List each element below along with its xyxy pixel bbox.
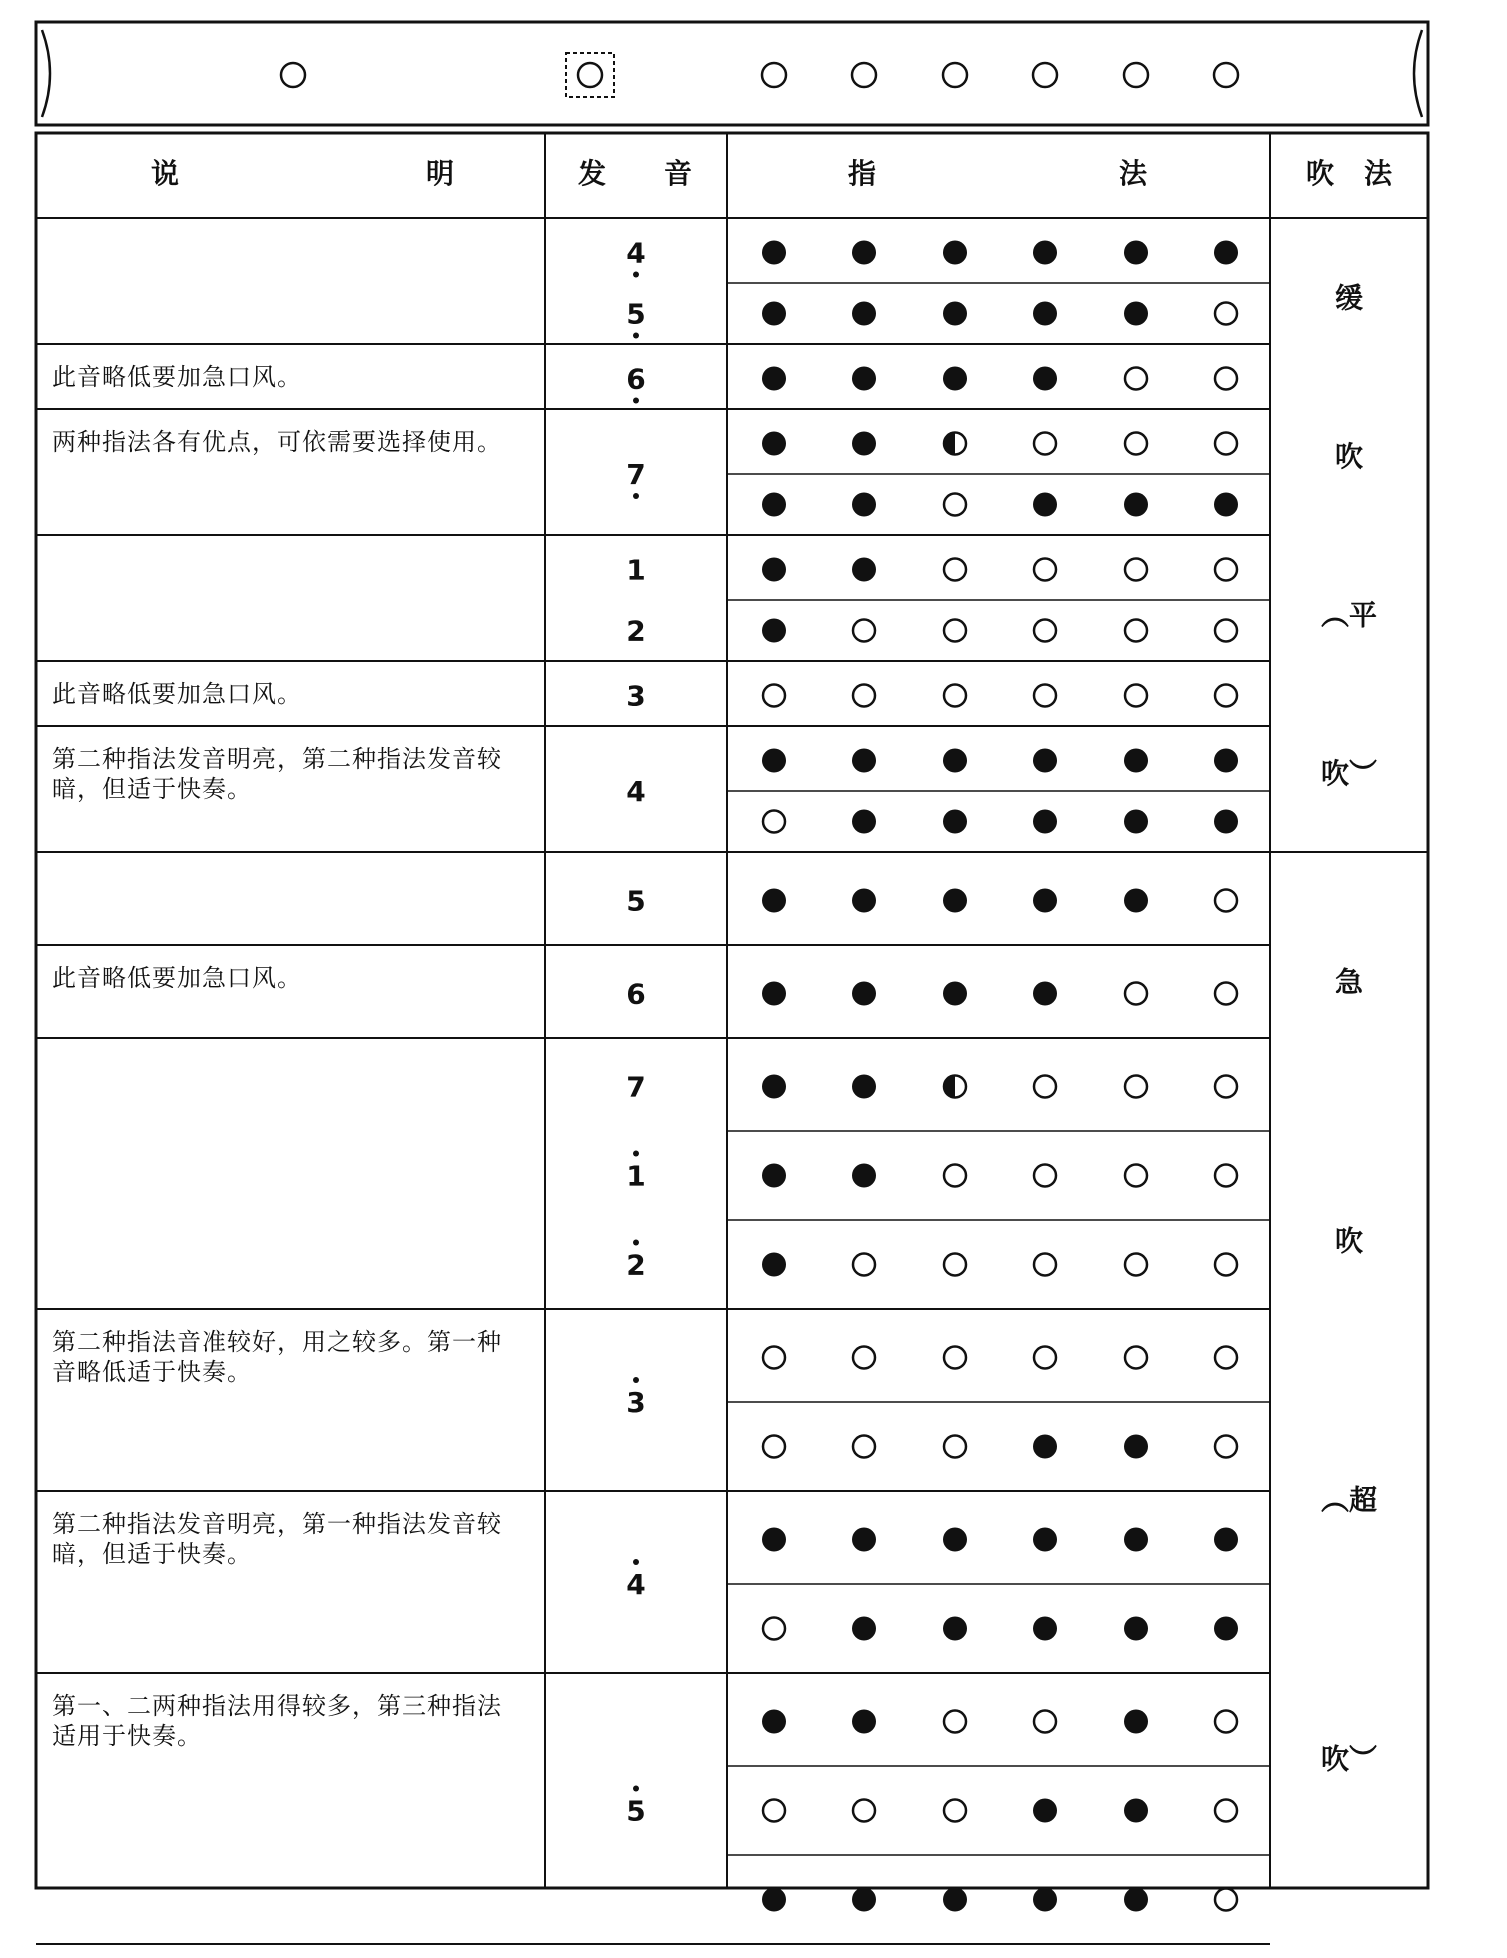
fingering-closed-hole [1214, 810, 1238, 834]
fingering-closed-hole [1033, 1799, 1057, 1823]
fingering-closed-hole [1033, 810, 1057, 834]
fingering-closed-hole [762, 982, 786, 1006]
fingering-closed-hole [852, 1617, 876, 1641]
fingering-open-hole [763, 1618, 785, 1640]
fingering-closed-hole [1124, 302, 1148, 326]
octave-dot-below [633, 493, 639, 499]
fingering-open-hole [1034, 1347, 1056, 1369]
fingering-closed-hole [762, 619, 786, 643]
fingering-open-hole [944, 1800, 966, 1822]
octave-dot-above [633, 1559, 639, 1565]
fingering-closed-hole [1033, 241, 1057, 265]
fingering-open-hole [1034, 1254, 1056, 1276]
fingering-open-hole [1125, 559, 1147, 581]
flute-left-end [42, 30, 50, 117]
fingering-open-hole [1125, 368, 1147, 390]
fingering-open-hole [1125, 433, 1147, 455]
fingering-closed-hole [1124, 1710, 1148, 1734]
fingering-closed-hole [762, 1253, 786, 1277]
fingering-closed-hole [762, 558, 786, 582]
fingering-open-hole [763, 1436, 785, 1458]
finger-hole [1033, 63, 1057, 87]
fingering-closed-hole [1124, 889, 1148, 913]
fingering-closed-hole [1214, 1528, 1238, 1552]
pitch-label: 5 [626, 884, 646, 918]
pitch-label: 4 [626, 775, 646, 808]
finger-hole [762, 63, 786, 87]
finger-hole [1124, 63, 1148, 87]
fingering-closed-hole [1124, 241, 1148, 265]
fingering-open-hole [1215, 983, 1237, 1005]
fingering-closed-hole [1124, 1888, 1148, 1912]
blowing-label: 吹︶ [1320, 1742, 1378, 1776]
flute-diagram [36, 22, 1428, 125]
fingering-open-hole [853, 1347, 875, 1369]
fingering-open-hole [763, 811, 785, 833]
octave-dot-above [633, 1151, 639, 1157]
fingering-open-hole [853, 1254, 875, 1276]
fingering-open-hole [1215, 1254, 1237, 1276]
pitch-label: 2 [626, 614, 646, 648]
fingering-closed-hole [762, 1888, 786, 1912]
octave-dot-below [633, 272, 639, 278]
header-fingering-1: 指 [847, 157, 877, 190]
fingering-closed-hole [943, 302, 967, 326]
flute-right-end [1414, 30, 1422, 117]
fingering-closed-hole [943, 810, 967, 834]
fingering-open-hole [1215, 559, 1237, 581]
fingering-closed-hole [1214, 749, 1238, 773]
fingering-closed-hole [762, 889, 786, 913]
fingering-closed-hole [1033, 889, 1057, 913]
explanation-note: 此音略低要加急口风。 [52, 964, 302, 992]
pitch-label: 2 [626, 1248, 646, 1282]
fingering-closed-hole [1124, 1435, 1148, 1459]
fingering-open-hole [1034, 433, 1056, 455]
fingering-closed-hole [762, 493, 786, 517]
blowing-label: 吹︶ [1320, 756, 1378, 790]
fingering-open-hole [944, 620, 966, 642]
fingering-closed-hole [762, 1075, 786, 1099]
explanation-note: 第二种指法发音明亮，第二种指法发音较暗，但适于快奏。 [52, 745, 502, 803]
header-blowing-1: 吹 [1305, 157, 1335, 190]
fingering-closed-hole [852, 982, 876, 1006]
fingering-open-hole [944, 494, 966, 516]
fingering-closed-hole [1124, 1528, 1148, 1552]
finger-hole [1214, 63, 1238, 87]
fingering-open-hole [853, 1800, 875, 1822]
fingering-open-hole [1034, 685, 1056, 707]
fingering-closed-hole [852, 302, 876, 326]
pitch-label: 5 [626, 1794, 646, 1828]
fingering-closed-hole [1214, 241, 1238, 265]
pitch-label: 7 [626, 458, 646, 491]
fingering-open-hole [944, 1436, 966, 1458]
pitch-label: 6 [626, 362, 646, 396]
fingering-open-hole [1215, 890, 1237, 912]
fingering-closed-hole [852, 367, 876, 391]
fingering-closed-hole [1124, 1617, 1148, 1641]
fingering-closed-hole [1033, 1617, 1057, 1641]
fingering-open-hole [1215, 1800, 1237, 1822]
fingering-closed-hole [1033, 749, 1057, 773]
octave-dot-below [633, 333, 639, 339]
octave-dot-below [633, 398, 639, 404]
fingering-open-hole [763, 1800, 785, 1822]
fingering-open-hole [1125, 1165, 1147, 1187]
fingering-closed-hole [762, 1528, 786, 1552]
fingering-open-hole [1125, 1254, 1147, 1276]
fingering-closed-hole [1033, 493, 1057, 517]
fingering-open-hole [1215, 303, 1237, 325]
fingering-open-hole [1215, 685, 1237, 707]
fingering-open-hole [1215, 433, 1237, 455]
fingering-closed-hole [852, 1888, 876, 1912]
explanation-note: 两种指法各有优点，可依需要选择使用。 [52, 428, 502, 456]
fingering-closed-hole [852, 889, 876, 913]
fingering-closed-hole [1214, 493, 1238, 517]
fingering-closed-hole [943, 1888, 967, 1912]
fingering-open-hole [1034, 1165, 1056, 1187]
blowing-label: 吹 [1334, 1224, 1364, 1258]
fingering-open-hole [1125, 1076, 1147, 1098]
pitch-label: 3 [626, 1386, 646, 1419]
fingering-open-hole [944, 1347, 966, 1369]
fingering-open-hole [853, 685, 875, 707]
explanation-note: 此音略低要加急口风。 [52, 363, 302, 391]
fingering-open-hole [944, 1165, 966, 1187]
fingering-closed-hole [1124, 1799, 1148, 1823]
octave-dot-above [633, 1377, 639, 1383]
fingering-closed-hole [762, 1164, 786, 1188]
fingering-open-hole [1034, 559, 1056, 581]
header-fingering-2: 法 [1118, 157, 1148, 190]
pitch-label: 4 [626, 236, 646, 270]
pitch-label: 3 [626, 679, 646, 713]
fingering-closed-hole [1033, 1435, 1057, 1459]
fingering-closed-hole [943, 749, 967, 773]
fingering-closed-hole [852, 810, 876, 834]
fingering-closed-hole [852, 1164, 876, 1188]
fingering-closed-hole [852, 558, 876, 582]
fingering-closed-hole [943, 367, 967, 391]
fingering-closed-hole [852, 493, 876, 517]
octave-dot-above [633, 1786, 639, 1792]
fingering-closed-hole [852, 241, 876, 265]
fingering-half-hole [944, 1076, 966, 1098]
fingering-closed-hole [1124, 749, 1148, 773]
blowing-label: ︵超 [1320, 1483, 1378, 1517]
fingering-open-hole [1034, 1711, 1056, 1733]
fingering-closed-hole [1124, 493, 1148, 517]
fingering-closed-hole [1033, 1528, 1057, 1552]
fingering-closed-hole [762, 367, 786, 391]
fingering-open-hole [1215, 1347, 1237, 1369]
fingering-open-hole [1215, 1436, 1237, 1458]
finger-hole [852, 63, 876, 87]
fingering-open-hole [1125, 685, 1147, 707]
fingering-open-hole [763, 1347, 785, 1369]
fingering-closed-hole [1124, 810, 1148, 834]
fingering-closed-hole [762, 432, 786, 456]
explanation-note: 此音略低要加急口风。 [52, 680, 302, 708]
fingering-closed-hole [852, 1528, 876, 1552]
fingering-closed-hole [1214, 1617, 1238, 1641]
fingering-closed-hole [852, 1710, 876, 1734]
pitch-label: 4 [626, 1568, 646, 1601]
fingering-closed-hole [943, 982, 967, 1006]
explanation-note: 第二种指法音准较好，用之较多。第一种音略低适于快奏。 [52, 1328, 502, 1386]
fingering-closed-hole [943, 1617, 967, 1641]
fingering-open-hole [853, 620, 875, 642]
fingering-closed-hole [762, 749, 786, 773]
explanation-note: 第一、二两种指法用得较多，第三种指法适用于快奏。 [52, 1692, 502, 1750]
fingering-open-hole [944, 1711, 966, 1733]
membrane-hole [578, 63, 602, 87]
pitch-label: 7 [626, 1070, 646, 1104]
fingering-open-hole [853, 1436, 875, 1458]
fingering-closed-hole [762, 1710, 786, 1734]
fingering-open-hole [1215, 1165, 1237, 1187]
header-blowing-2: 法 [1363, 157, 1393, 190]
fingering-open-hole [1215, 1076, 1237, 1098]
pitch-label: 1 [626, 1159, 646, 1193]
fingering-open-hole [1215, 1711, 1237, 1733]
fingering-closed-hole [943, 1528, 967, 1552]
blowing-label: 缓 [1334, 281, 1364, 315]
fingering-half-hole [944, 433, 966, 455]
fingering-closed-hole [1033, 982, 1057, 1006]
fingering-open-hole [1034, 1076, 1056, 1098]
fingering-open-hole [944, 1254, 966, 1276]
fingering-open-hole [944, 559, 966, 581]
fingering-open-hole [763, 685, 785, 707]
fingering-open-hole [1125, 620, 1147, 642]
fingering-closed-hole [943, 889, 967, 913]
header-pitch-2: 音 [663, 157, 693, 190]
pitch-label: 5 [626, 297, 646, 331]
fingering-open-hole [1215, 620, 1237, 642]
fingering-closed-hole [943, 241, 967, 265]
fingering-closed-hole [852, 749, 876, 773]
header-pitch-1: 发 [577, 157, 607, 190]
explanation-note: 第二种指法发音明亮，第一种指法发音较暗，但适于快奏。 [52, 1510, 502, 1568]
fingering-open-hole [1215, 368, 1237, 390]
blowing-label: 急 [1334, 965, 1364, 999]
fingering-closed-hole [1033, 367, 1057, 391]
fingering-open-hole [1034, 620, 1056, 642]
pitch-label: 1 [626, 553, 646, 587]
pitch-label: 6 [626, 977, 646, 1011]
fingering-closed-hole [1033, 302, 1057, 326]
header-explanation-1: 说 [150, 157, 180, 190]
fingering-open-hole [1125, 1347, 1147, 1369]
fingering-closed-hole [852, 432, 876, 456]
fingering-closed-hole [762, 241, 786, 265]
fingering-open-hole [1215, 1889, 1237, 1911]
blowing-label: 吹 [1334, 439, 1364, 473]
header-explanation-2: 明 [425, 157, 455, 190]
blowing-label: ︵平 [1320, 598, 1378, 632]
fingering-open-hole [1125, 983, 1147, 1005]
fingering-open-hole [944, 685, 966, 707]
finger-hole [943, 63, 967, 87]
octave-dot-above [633, 1240, 639, 1246]
fingering-closed-hole [852, 1075, 876, 1099]
fingering-closed-hole [762, 302, 786, 326]
embouchure-hole [281, 63, 305, 87]
fingering-closed-hole [1033, 1888, 1057, 1912]
